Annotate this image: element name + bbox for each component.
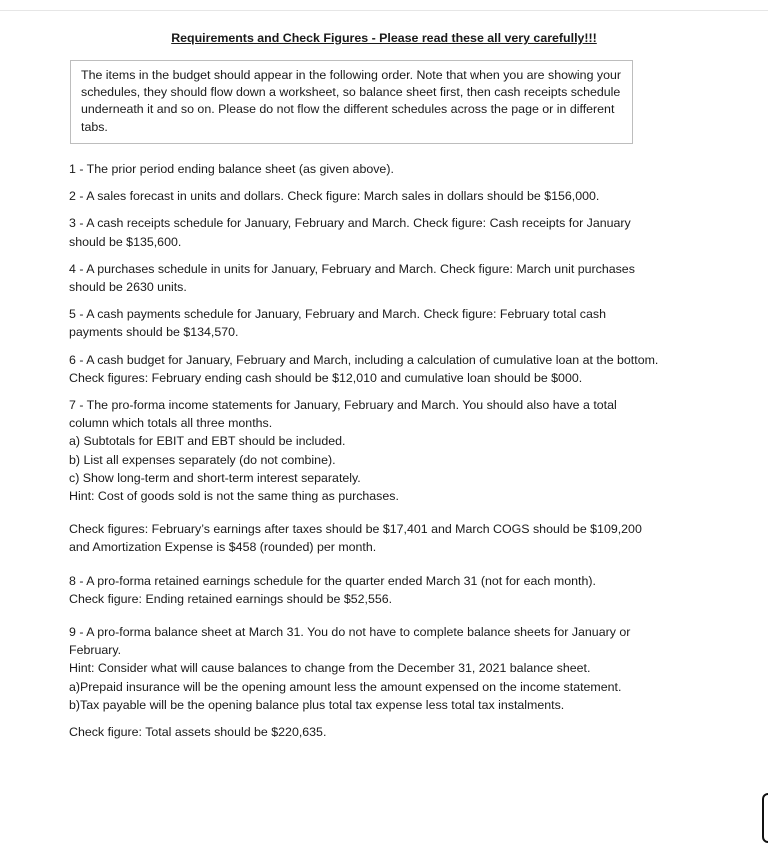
instructions-box	[70, 60, 633, 144]
item-line: 6 - A cash budget for January, February and March, including a calculation of cumulative loan at the bottom. Check figures: February ending cash should be $12,010 and cumulative loan should be $000.	[69, 352, 659, 385]
item-line: a)Prepaid insurance will be the opening amount less the amount expensed on the income statement.	[69, 679, 622, 694]
item-line: 4 - A purchases schedule in units for January, February and March. Check figure: March unit purchases should be 2630 units.	[69, 261, 635, 295]
item-line: Hint: Cost of goods sold is not the same thing as purchases.	[69, 489, 399, 504]
list-item	[69, 187, 659, 205]
list-item	[69, 623, 659, 714]
list-item	[69, 260, 659, 296]
item-line: 3 - A cash receipts schedule for January, February and March. Check figure: Cash receipts for January should be $135,600.	[69, 216, 631, 249]
item-line: Hint: Consider what will cause balances to change from the December 31, 2021 balance sheet.	[69, 661, 591, 676]
item-line: Check figure: Ending retained earnings should be $52,556.	[69, 591, 393, 606]
item-line: 8 - A pro-forma retained earnings schedule for the quarter ended March 31 (not for each month).	[69, 573, 596, 588]
item-line: 2 - A sales forecast in units and dollars. Check figure: March sales in dollars should be $156,000.	[69, 189, 600, 204]
item-line: b) List all expenses separately (do not combine).	[69, 452, 336, 467]
item-line: 7 - The pro-forma income statements for January, February and March. You should also have a total column which totals all three months.	[69, 398, 617, 431]
list-item	[69, 396, 659, 505]
list-item	[69, 351, 659, 387]
item-line: a) Subtotals for EBIT and EBT should be included.	[69, 434, 346, 449]
scroll-handle[interactable]	[762, 793, 768, 843]
list-item	[69, 572, 659, 608]
item-line: 9 - A pro-forma balance sheet at March 31. You do not have to complete balance sheets for January or February.	[69, 625, 631, 658]
item-line: Check figure: Total assets should be $220,635.	[69, 725, 327, 740]
instructions-text: The items in the budget should appear in the following order. Note that when you are showing your schedules, they should flow down a worksheet, so balance sheet first, then cash receipts schedule underneath it and so on. Please do not flow the different schedules across the page or in different tabs.	[81, 68, 622, 134]
page-title: Requirements and Check Figures - Please read these all very carefully!!!	[171, 31, 597, 45]
list-item	[69, 214, 659, 250]
item-line: c) Show long-term and short-term interest separately.	[69, 470, 361, 485]
item-line: 1 - The prior period ending balance sheet (as given above).	[69, 162, 394, 176]
list-item	[69, 305, 659, 341]
top-divider	[0, 10, 768, 11]
item-line: b)Tax payable will be the opening balance plus total tax expense less total tax instalments.	[69, 697, 565, 712]
item-line: 5 - A cash payments schedule for January, February and March. Check figure: February total cash payments should be $134,570.	[69, 307, 606, 340]
requirements-list	[69, 160, 659, 741]
list-item	[69, 520, 659, 556]
list-item	[69, 723, 659, 741]
list-item	[69, 160, 659, 178]
item-line: Check figures: February’s earnings after taxes should be $17,401 and March COGS should be $109,200 and Amortization Expense is $458 (rounded) per month.	[69, 522, 642, 555]
